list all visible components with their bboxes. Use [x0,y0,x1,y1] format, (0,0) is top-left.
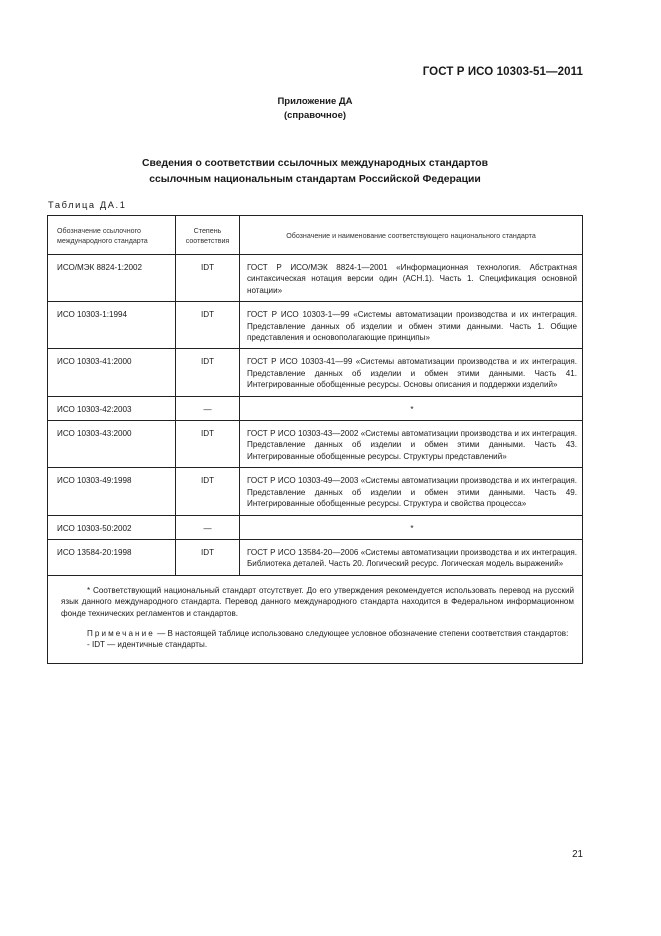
degree-cell: IDT [176,421,240,468]
note-list-item: - IDT — идентичные стандарты. [87,640,208,650]
footnote-text: * Соответствующий национальный стандарт отсутствует. До его утверждения рекомендуется использовать перевод на русский язык данного международного стандарта. Перевод данного международного стандарта находится в Федеральном информационном фонде технических регламентов и стандартов. [61,585,574,618]
note-label: Примечание [87,628,155,638]
degree-cell: IDT [176,539,240,575]
table-row [48,396,583,420]
national-standard-cell: * [240,396,583,420]
page-number: 21 [572,849,583,860]
appendix-title: Приложение ДА [277,96,353,107]
national-standard-cell: ГОСТ Р ИСО 10303-49—2003 «Системы автоматизации производства и их интеграция. Представление данных об изделии и обмен этими данными. Часть 49. Интегрированные обобщенные ресурсы. Структура и свойства процесса» [240,468,583,515]
table-row [48,515,583,539]
table-row [48,421,583,468]
national-standard-cell: ГОСТ Р ИСО 13584-20—2006 «Системы автоматизации производства и их интеграция. Библиотека деталей. Часть 20. Логический ресурс. Логическая модель выражений» [240,539,583,575]
national-standard-cell: ГОСТ Р ИСО/МЭК 8824-1—2001 «Информационная технология. Абстрактная синтаксическая нотация версии один (АСН.1). Часть 1. Спецификация основной нотации» [240,255,583,302]
international-standard-cell: ИСО 10303-50:2002 [48,515,176,539]
correspondence-table [47,215,583,664]
table-row [48,302,583,349]
section-title [0,156,630,187]
international-standard-cell: ИСО 10303-1:1994 [48,302,176,349]
column-header-national-standard: Обозначение и наименование соответствующего национального стандарта [240,216,583,255]
appendix-subtitle: (справочное) [283,110,347,121]
note-paragraph [61,628,574,639]
table-header-row [48,216,583,255]
international-standard-cell: ИСО 10303-41:2000 [48,349,176,396]
table-row [48,255,583,302]
degree-cell: IDT [176,255,240,302]
national-standard-cell: * [240,515,583,539]
column-header-degree: Степень соответствия [176,216,240,255]
correspondence-table-container [47,215,582,664]
degree-cell: — [176,396,240,420]
international-standard-cell: ИСО/МЭК 8824-1:2002 [48,255,176,302]
table-row [48,349,583,396]
international-standard-cell: ИСО 13584-20:1998 [48,539,176,575]
table-notes-row [48,575,583,663]
international-standard-cell: ИСО 10303-49:1998 [48,468,176,515]
degree-cell: — [176,515,240,539]
degree-cell: IDT [176,349,240,396]
international-standard-cell: ИСО 10303-43:2000 [48,421,176,468]
national-standard-cell: ГОСТ Р ИСО 10303-43—2002 «Системы автоматизации производства и их интеграция. Представление данных об изделии и обмен этими данными. Часть 43. Интегрированные обобщенные ресурсы. Структуры представлений» [240,421,583,468]
national-standard-cell: ГОСТ Р ИСО 10303-1—99 «Системы автоматизации производства и их интеграция. Представление данных об изделии и обмен этими данными. Часть 1. Общие представления и основополагающие принципы» [240,302,583,349]
national-standard-cell: ГОСТ Р ИСО 10303-41—99 «Системы автоматизации производства и их интеграция. Представление данных об изделии и обмен этими данными. Часть 41. Интегрированные обобщенные ресурсы. Основы описания и поддержки изделий» [240,349,583,396]
document-code: ГОСТ Р ИСО 10303-51—2011 [422,66,583,78]
note-text: — В настоящей таблице использовано следующее условное обозначение степени соответствия стандартов: [154,628,569,638]
degree-cell: IDT [176,302,240,349]
table-row [48,539,583,575]
section-title-line-1: Сведения о соответствии ссылочных международных стандартов [141,158,489,169]
degree-cell: IDT [176,468,240,515]
section-title-line-2: ссылочным национальным стандартам Российской Федерации [149,173,481,185]
table-label: Таблица ДА.1 [48,200,127,210]
column-header-international-standard: Обозначение ссылочного международного стандарта [48,216,176,255]
table-row [48,468,583,515]
appendix-heading [0,95,630,123]
table-notes-cell [48,575,583,663]
international-standard-cell: ИСО 10303-42:2003 [48,396,176,420]
